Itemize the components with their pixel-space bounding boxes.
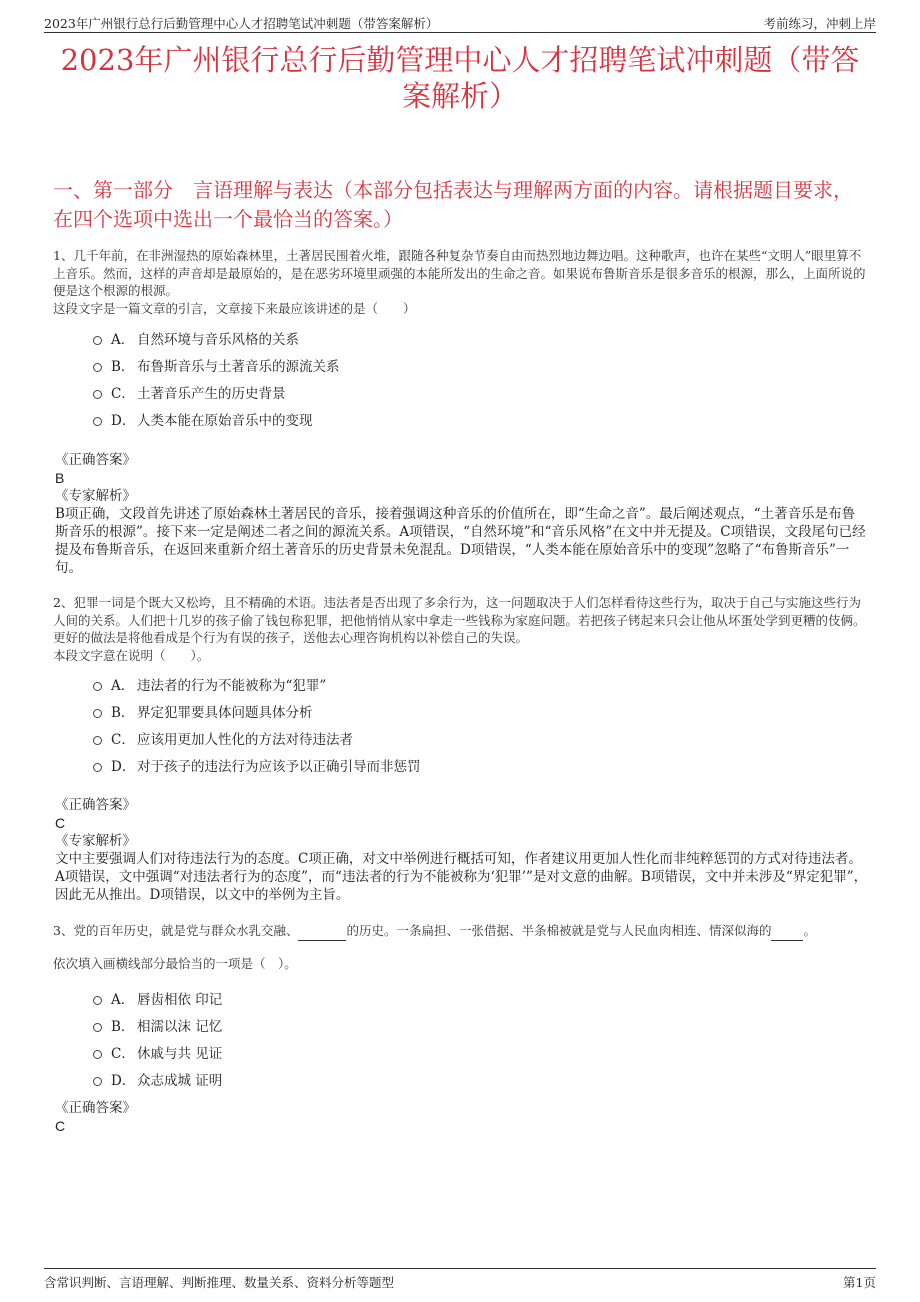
- question-1-option-b[interactable]: [93, 351, 513, 378]
- question-3-stem-part-3: 。: [803, 923, 816, 938]
- section-title: 一、第一部分 言语理解与表达（本部分包括表达与理解两方面的内容。请根据题目要求，在四个选项中选出一个最恰当的答案。）: [53, 178, 853, 231]
- radio-button-icon[interactable]: [93, 363, 102, 372]
- question-3-stem: [53, 922, 868, 941]
- option-letter: A．: [111, 991, 135, 1008]
- radio-button-icon[interactable]: [93, 682, 102, 691]
- radio-button-icon[interactable]: [93, 417, 102, 426]
- header-slogan: 考前练习，冲刺上岸: [763, 16, 876, 31]
- radio-button-icon[interactable]: [93, 709, 102, 718]
- page-footer: [44, 1268, 876, 1293]
- question-3-option-a[interactable]: [93, 984, 513, 1011]
- question-1-stem: 1、几千年前，在非洲湿热的原始森林里，土著居民围着火堆，跟随各种复杂节奏自由而热烈地边舞边唱。这种歌声，也许在某些“文明人”眼里算不上音乐。然而，这样的声音却是最原始的，是在恶劣环境里顽强的本能所发出的生命之音。如果说布鲁斯音乐是很多音乐的根源，那么，上面所说的便是这个根源的根源。: [53, 248, 866, 298]
- option-text: 土著音乐产生的历史背景: [137, 385, 286, 402]
- question-1-option-c[interactable]: [93, 378, 513, 405]
- radio-button-icon[interactable]: [93, 1023, 102, 1032]
- option-text: 自然环境与音乐风格的关系: [137, 331, 299, 348]
- question-1-option-a[interactable]: [93, 324, 513, 351]
- correct-answer-label: 《正确答案》: [55, 452, 136, 468]
- option-letter: A．: [111, 331, 135, 348]
- correct-answer: C: [55, 1118, 66, 1134]
- option-text: 相濡以沫 记忆: [137, 1018, 223, 1035]
- fill-blank-2: [771, 922, 803, 941]
- fill-blank-1: [298, 922, 346, 941]
- question-3-stem-part-1: 3、党的百年历史，就是党与群众水乳交融、: [53, 923, 299, 938]
- option-letter: D．: [111, 1072, 136, 1089]
- option-text: 违法者的行为不能被称为“犯罪”: [137, 677, 327, 694]
- question-2-option-c[interactable]: [93, 724, 513, 751]
- document-title: 2023年广州银行总行后勤管理中心人才招聘笔试冲刺题（带答案解析）: [60, 43, 860, 113]
- correct-answer-label: 《正确答案》: [55, 797, 136, 813]
- radio-button-icon[interactable]: [93, 1050, 102, 1059]
- option-letter: D．: [111, 412, 136, 429]
- question-2-answer-block: [55, 796, 868, 904]
- option-text: 对于孩子的违法行为应该予以正确引导而非惩罚: [137, 758, 421, 775]
- correct-answer-label: 《正确答案》: [55, 1100, 136, 1116]
- radio-button-icon[interactable]: [93, 1077, 102, 1086]
- footer-question-types: 含常识判断、言语理解、判断推理、数量关系、资料分析等题型: [44, 1275, 395, 1290]
- question-2-option-a[interactable]: [93, 670, 513, 697]
- option-letter: D．: [111, 758, 136, 775]
- question-3-stem-block: [53, 922, 868, 941]
- question-3-answer-block: [55, 1099, 868, 1135]
- radio-button-icon[interactable]: [93, 763, 102, 772]
- question-3-prompt: 依次填入画横线部分最恰当的一项是（ ）。: [53, 956, 297, 971]
- option-letter: C．: [111, 1045, 135, 1062]
- question-3-stem-part-2: 的历史。一条扁担、一张借据、半条棉被就是党与人民血肉相连、情深似海的: [346, 923, 772, 938]
- header-document-title: 2023年广州银行总行后勤管理中心人才招聘笔试冲刺题（带答案解析）: [44, 16, 439, 31]
- correct-answer: C: [55, 815, 66, 831]
- question-3-option-b[interactable]: [93, 1011, 513, 1038]
- option-text: 休戚与共 见证: [137, 1045, 223, 1062]
- question-2-stem-block: [53, 594, 868, 664]
- expert-analysis: B项正确，文段首先讲述了原始森林土著居民的音乐，接着强调这种音乐的价值所在，即“生命之音”。最后阐述观点，“土著音乐是布鲁斯音乐的根源”。接下来一定是阐述二者之间的源流关系。A项错误，“自然环境”和“音乐风格”在文中并无提及。C项错误，文段尾句已经提及布鲁斯音乐，在返回来重新介绍土著音乐的历史背景未免混乱。D项错误，“人类本能在原始音乐中的变现”忽略了“布鲁斯音乐”一句。: [55, 506, 866, 576]
- option-text: 应该用更加人性化的方法对待违法者: [137, 731, 353, 748]
- question-1-prompt: 这段文字是一篇文章的引言，文章接下来最应该讲述的是（ ）: [53, 300, 416, 316]
- question-1-answer-block: [55, 451, 868, 577]
- page-number: 第1页: [843, 1275, 876, 1290]
- question-2-prompt: 本段文字意在说明（ ）。: [53, 647, 210, 663]
- question-1-option-d[interactable]: [93, 405, 513, 432]
- expert-analysis-label: 《专家解析》: [55, 833, 136, 849]
- option-letter: B．: [111, 704, 135, 721]
- radio-button-icon[interactable]: [93, 336, 102, 345]
- question-3-prompt-block: [53, 955, 868, 973]
- option-text: 布鲁斯音乐与土著音乐的源流关系: [137, 358, 340, 375]
- option-text: 人类本能在原始音乐中的变现: [137, 412, 313, 429]
- option-letter: B．: [111, 1018, 135, 1035]
- question-3-options: [93, 984, 513, 1092]
- option-text: 众志成城 证明: [137, 1072, 223, 1089]
- question-3-option-c[interactable]: [93, 1038, 513, 1065]
- question-2-option-b[interactable]: [93, 697, 513, 724]
- question-3-option-d[interactable]: [93, 1065, 513, 1092]
- question-2-stem: 2、犯罪一词是个既大又松垮，且不精确的术语。违法者是否出现了多余行为，这一问题取决于人们怎样看待这些行为，取决于自己与实施这些行为人间的关系。人们把十几岁的孩子偷了钱包称犯罪，把他悄悄从家中拿走一些钱称为家庭问题。若把孩子铐起来只会让他从坏蛋处学到更糟的伎俩。更好的做法是将他看成是个行为有误的孩子，送他去心理咨询机构以补偿自己的失误。: [53, 595, 866, 645]
- radio-button-icon[interactable]: [93, 390, 102, 399]
- option-letter: C．: [111, 731, 135, 748]
- option-text: 界定犯罪要具体问题具体分析: [137, 704, 313, 721]
- option-letter: B．: [111, 358, 135, 375]
- radio-button-icon[interactable]: [93, 996, 102, 1005]
- question-2-option-d[interactable]: [93, 751, 513, 778]
- option-letter: C．: [111, 385, 135, 402]
- question-2-options: [93, 670, 513, 778]
- radio-button-icon[interactable]: [93, 736, 102, 745]
- correct-answer: B: [55, 470, 65, 486]
- expert-analysis-label: 《专家解析》: [55, 488, 136, 504]
- option-text: 唇齿相依 印记: [137, 991, 223, 1008]
- option-letter: A．: [111, 677, 135, 694]
- page-header: [44, 10, 876, 33]
- question-1-stem-block: [53, 247, 868, 317]
- question-1-options: [93, 324, 513, 432]
- expert-analysis: 文中主要强调人们对待违法行为的态度。C项正确，对文中举例进行概括可知，作者建议用更加人性化而非纯粹惩罚的方式对待违法者。A项错误，文中强调“对违法者行为的态度”，而“违法者的行为不能被称为‘犯罪’”是对文意的曲解。B项错误，文中并未涉及“界定犯罪”，因此无从推出。D项错误，以文中的举例为主旨。: [55, 851, 868, 903]
